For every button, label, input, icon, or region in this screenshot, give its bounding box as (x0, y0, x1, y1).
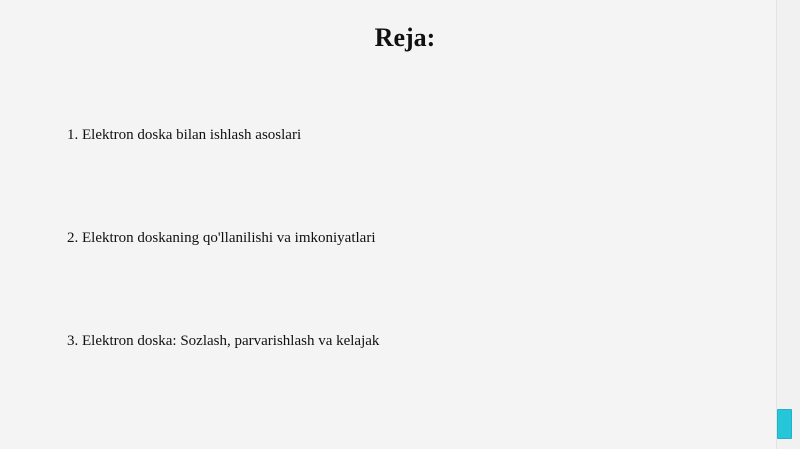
plan-item-1: 1. Elektron doska bilan ishlash asoslari (67, 127, 302, 143)
slide-title: Reja: (374, 23, 436, 52)
plan-item-3: 3. Elektron doska: Sozlash, parvarishlash va kelajak (67, 333, 380, 349)
vertical-scrollbar[interactable] (776, 0, 800, 449)
plan-item-2: 2. Elektron doskaning qo'llanilishi va imkoniyatlari (67, 230, 376, 246)
scrollbar-thumb[interactable] (777, 409, 792, 439)
